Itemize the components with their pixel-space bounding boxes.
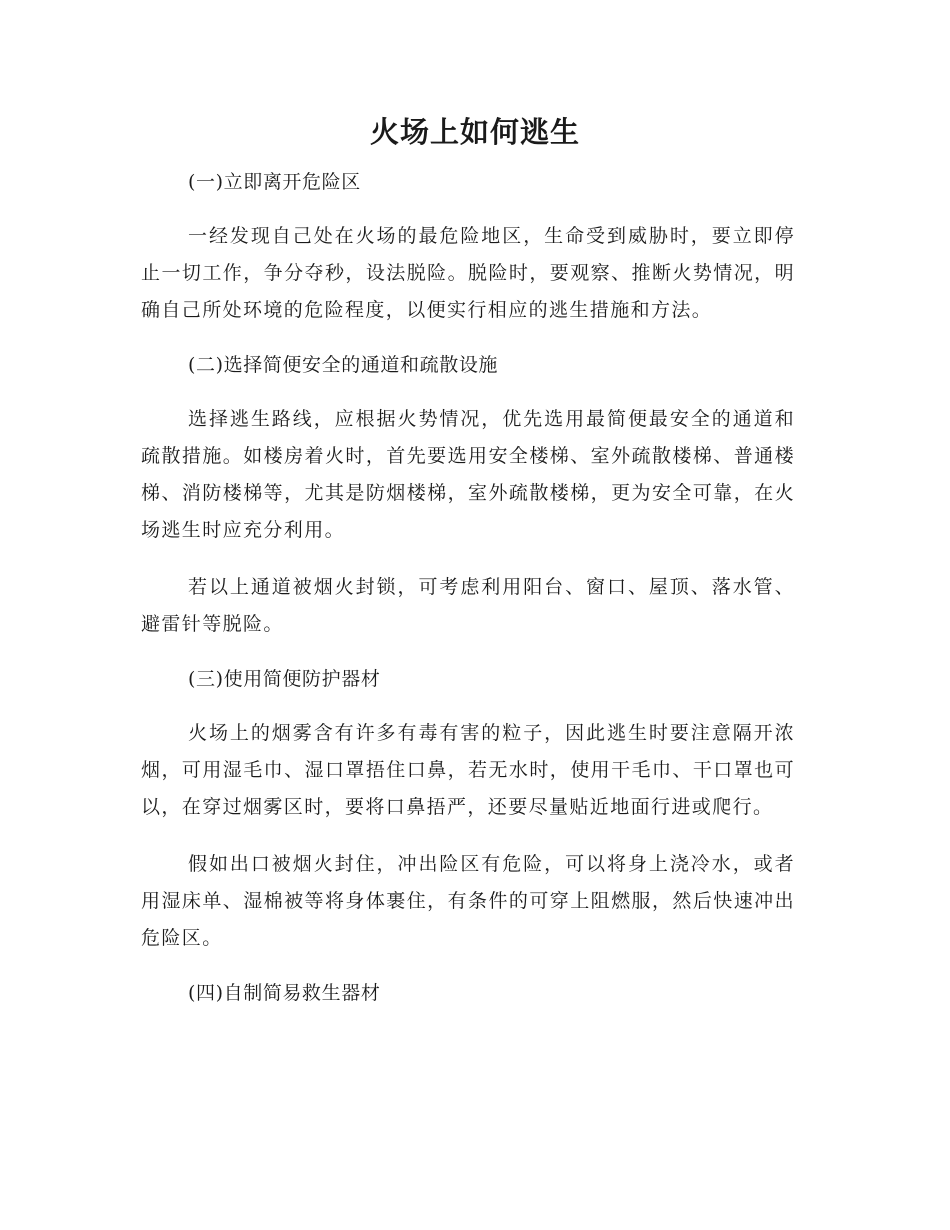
section-heading-2: (二)选择简便安全的通道和疏散设施 [188, 354, 499, 376]
section-heading-1: (一)立即离开危险区 [188, 171, 361, 193]
section-2-paragraph-2: 若以上通道被烟火封锁，可考虑利用阳台、窗口、屋顶、落水管、避雷针等脱险。 [141, 576, 795, 635]
page-title: 火场上如何逃生 [369, 115, 580, 149]
document-body [141, 166, 795, 1009]
section-3-paragraph-2: 假如出口被烟火封住，冲出险区有危险，可以将身上浇冷水，或者用湿床单、湿棉被等将身体裹住，有条件的可穿上阻燃服，然后快速冲出危险区。 [141, 853, 795, 949]
section-heading-4: (四)自制简易救生器材 [188, 982, 381, 1004]
section-3-paragraph-1: 火场上的烟雾含有许多有毒有害的粒子，因此逃生时要注意隔开浓烟，可用湿毛巾、湿口罩捂住口鼻，若无水时，使用干毛巾、干口罩也可以，在穿过烟雾区时，要将口鼻捂严，还要尽量贴近地面行进或爬行。 [141, 722, 795, 818]
section-1-paragraph-1: 一经发现自己处在火场的最危险地区，生命受到威胁时，要立即停止一切工作，争分夺秒，设法脱险。脱险时，要观察、推断火势情况，明确自己所处环境的危险程度，以便实行相应的逃生措施和方法。 [141, 225, 795, 321]
section-heading-3: (三)使用简便防护器材 [188, 668, 381, 690]
section-2-paragraph-1: 选择逃生路线，应根据火势情况，优先选用最简便最安全的通道和疏散措施。如楼房着火时，首先要选用安全楼梯、室外疏散楼梯、普通楼梯、消防楼梯等，尤其是防烟楼梯，室外疏散楼梯，更为安全可靠，在火场逃生时应充分利用。 [141, 408, 795, 541]
